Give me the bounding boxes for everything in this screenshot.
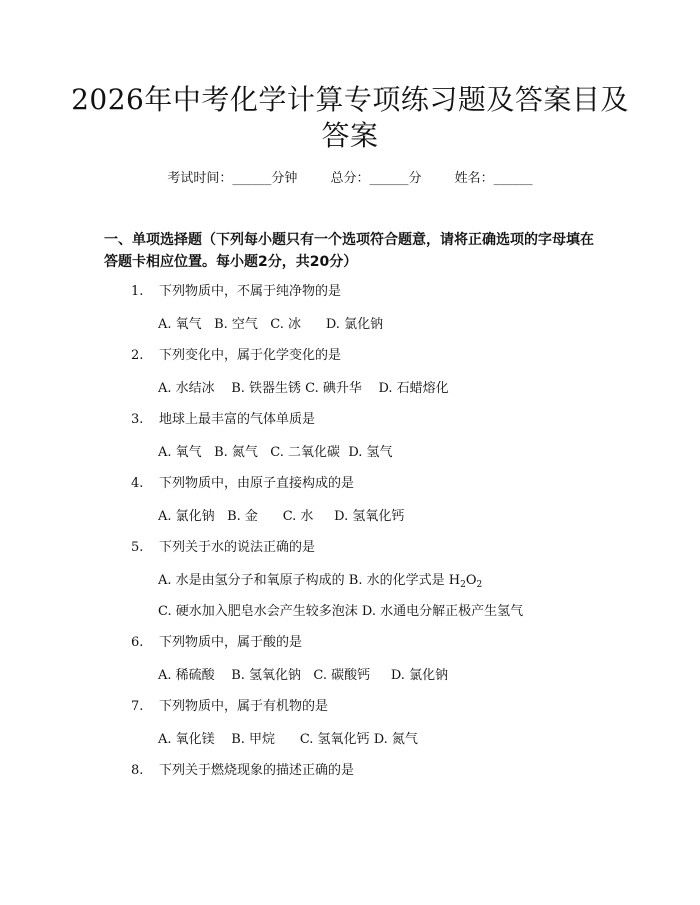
option-d: D. 水通电分解正极产生氢气 (361, 604, 524, 619)
option-d: D. 氯化钠 (390, 668, 449, 683)
question-number: 8. (131, 763, 144, 778)
option-c: C. 碘升华 (305, 381, 362, 396)
option-a: A. 水结冰 (158, 381, 215, 396)
question-text: 下列关于燃烧现象的描述正确的是 (159, 763, 355, 778)
option-b: B. 空气 (214, 317, 258, 332)
question-number: 3. (131, 412, 144, 427)
option-c: C. 二氧化碳 (270, 445, 341, 460)
question-number: 1. (131, 284, 144, 299)
question-text: 下列物质中，属于酸的是 (159, 635, 303, 650)
exam-info-line (0, 170, 700, 188)
option-a: A. 氧化镁 (158, 732, 215, 747)
option-a: A. 氧气 (158, 445, 202, 460)
option-d: D. 石蜡熔化 (378, 381, 449, 396)
option-d: D. 氢气 (348, 445, 393, 460)
chemical-formula: $H_2O_2$ (448, 573, 483, 590)
question-text: 下列物质中，属于有机物的是 (159, 699, 329, 714)
question-1 (131, 283, 611, 301)
option-a: A. 水是由氢分子和氧原子构成的 (158, 573, 345, 588)
question-1-options (158, 316, 618, 334)
question-3 (131, 411, 611, 429)
question-text: 下列关于水的说法正确的是 (159, 540, 316, 555)
question-7 (131, 698, 611, 716)
student-name-field: 姓名：______ (454, 171, 533, 186)
question-number: 2. (131, 348, 144, 363)
option-d: D. 氮气 (373, 732, 418, 747)
option-b: B. 水的化学式是 (348, 573, 445, 588)
question-2-options (158, 380, 618, 398)
question-number: 5. (131, 540, 144, 555)
option-b: B. 氮气 (214, 445, 258, 460)
exam-time-field: 考试时间：______分钟 (167, 171, 298, 186)
option-d: D. 氯化钠 (325, 317, 384, 332)
question-number: 6. (131, 635, 144, 650)
option-c: C. 水 (282, 509, 314, 524)
question-5 (131, 539, 611, 557)
question-text: 下列物质中，不属于纯净物的是 (159, 284, 342, 299)
question-4-options (158, 508, 618, 526)
question-number: 7. (131, 699, 144, 714)
option-c: C. 硬水加入肥皂水会产生较多泡沫 (158, 604, 358, 619)
question-8 (131, 762, 611, 780)
option-b: B. 金 (227, 509, 258, 524)
total-score-field: 总分：______分 (330, 171, 422, 186)
page-title: 2026年中考化学计算专项练习题及答案目及答案 (71, 83, 629, 152)
question-6 (131, 634, 611, 652)
question-text: 下列变化中，属于化学变化的是 (159, 348, 342, 363)
question-number: 4. (131, 476, 144, 491)
option-b: B. 氢氧化钠 (231, 668, 302, 683)
option-c: C. 冰 (270, 317, 302, 332)
option-a: A. 稀硫酸 (158, 668, 215, 683)
question-text: 下列物质中，由原子直接构成的是 (159, 476, 355, 491)
option-c: C. 碳酸钙 (313, 668, 371, 683)
question-5-options-row-2 (158, 603, 618, 621)
question-5-options-row-1 (158, 572, 618, 590)
option-d: D. 氢氧化钙 (334, 509, 405, 524)
option-c: C. 氢氧化钙 (299, 732, 370, 747)
option-a: A. 氯化钠 (158, 509, 215, 524)
option-b: B. 甲烷 (231, 732, 276, 747)
question-3-options (158, 444, 618, 462)
question-7-options (158, 731, 618, 749)
option-b: B. 铁器生锈 (231, 381, 302, 396)
question-6-options (158, 667, 618, 685)
question-2 (131, 347, 611, 365)
question-4 (131, 475, 611, 493)
question-text: 地球上最丰富的气体单质是 (159, 412, 316, 427)
option-a: A. 氧气 (158, 317, 202, 332)
section-heading: 一、单项选择题（下列每小题只有一个选项符合题意，请将正确选项的字母填在答题卡相应位置。每小题2分，共20分） (104, 232, 594, 270)
